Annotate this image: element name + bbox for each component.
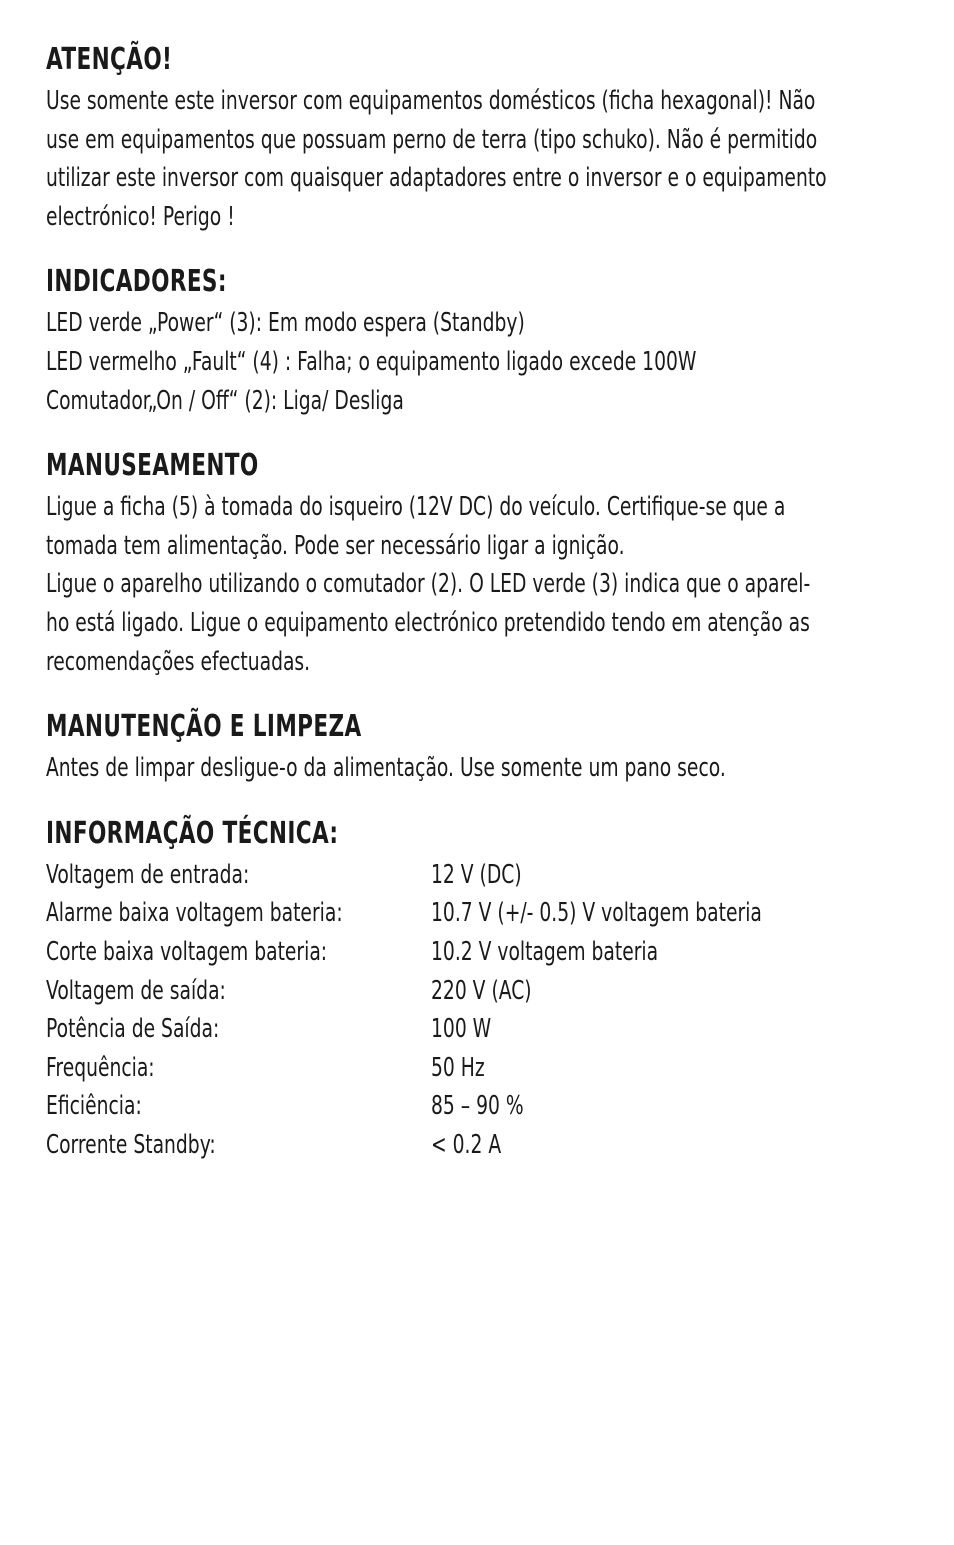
text-line: Use somente este inversor com equipamentos domésticos (ficha hexagonal)! Não [46, 86, 816, 116]
text-line: tomada tem alimentação. Pode ser necessário ligar a ignição. [46, 530, 625, 561]
spec-label: Voltagem de saída: [46, 975, 226, 1006]
text-line: utilizar este inversor com quaisquer adaptadores entre o inversor e o equipamento [46, 163, 827, 194]
text-line: use em equipamentos que possuam perno de terra (tipo schuko). Não é permitido [46, 124, 818, 155]
section-heading: INFORMAÇÃO TÉCNICA: [46, 815, 339, 851]
spec-value: < 0.2 A [431, 1129, 502, 1160]
spec-label: Frequência: [46, 1052, 155, 1083]
spec-label: Potência de Saída: [46, 1014, 220, 1045]
section-informacao-tecnica [46, 812, 914, 1165]
spec-value: 220 V (AC) [431, 975, 532, 1006]
text-line: LED verde „Power“ (3): Em modo espera (Standby) [46, 308, 525, 339]
section-indicadores [46, 260, 914, 420]
spec-value: 10.7 V (+/- 0.5) V voltagem bateria [431, 898, 762, 929]
spec-label: Alarme baixa voltagem bateria: [46, 898, 343, 929]
spec-label: Eficiência: [46, 1091, 142, 1122]
text-line: LED vermelho „Fault“ (4) : Falha; o equipamento ligado excede 100W [46, 346, 697, 377]
spec-label: Voltagem de entrada: [46, 859, 250, 890]
spec-value: 85 – 90 % [431, 1091, 524, 1122]
section-heading: MANUSEAMENTO [46, 448, 259, 484]
text-line: ho está ligado. Ligue o equipamento electrónico pretendido tendo em atenção as [46, 607, 810, 638]
section-manuseamento [46, 444, 914, 681]
spec-row [46, 856, 914, 895]
spec-label: Corte baixa voltagem bateria: [46, 936, 328, 967]
section-heading: MANUTENÇÃO E LIMPEZA [46, 709, 362, 745]
spec-value: 100 W [431, 1014, 492, 1045]
text-line: Ligue a ficha (5) à tomada do isqueiro (12V DC) do veículo. Certifique-se que a [46, 492, 786, 523]
spec-row [46, 972, 914, 1011]
spec-label: Corrente Standby: [46, 1129, 216, 1160]
spec-value: 10.2 V voltagem bateria [431, 936, 659, 967]
spec-row [46, 1010, 914, 1049]
section-atencao [46, 38, 914, 236]
spec-value: 50 Hz [431, 1052, 485, 1083]
spec-row [46, 1126, 914, 1165]
text-line: electrónico! Perigo ! [46, 201, 235, 232]
text-line: Comutador„On / Off“ (2): Liga/ Desliga [46, 385, 404, 416]
text-line: recomendações efectuadas. [46, 646, 311, 677]
text-line: Antes de limpar desligue-o da alimentação. Use somente um pano seco. [46, 753, 726, 784]
spec-row [46, 1087, 914, 1126]
section-heading: ATENÇÃO! [46, 42, 173, 77]
section-manutencao [46, 705, 914, 788]
text-line: Ligue o aparelho utilizando o comutador (2). O LED verde (3) indica que o aparel- [46, 569, 811, 600]
spec-value: 12 V (DC) [431, 859, 522, 890]
section-heading: INDICADORES: [46, 264, 227, 300]
spec-row [46, 894, 914, 933]
spec-row [46, 933, 914, 972]
spec-row [46, 1049, 914, 1088]
